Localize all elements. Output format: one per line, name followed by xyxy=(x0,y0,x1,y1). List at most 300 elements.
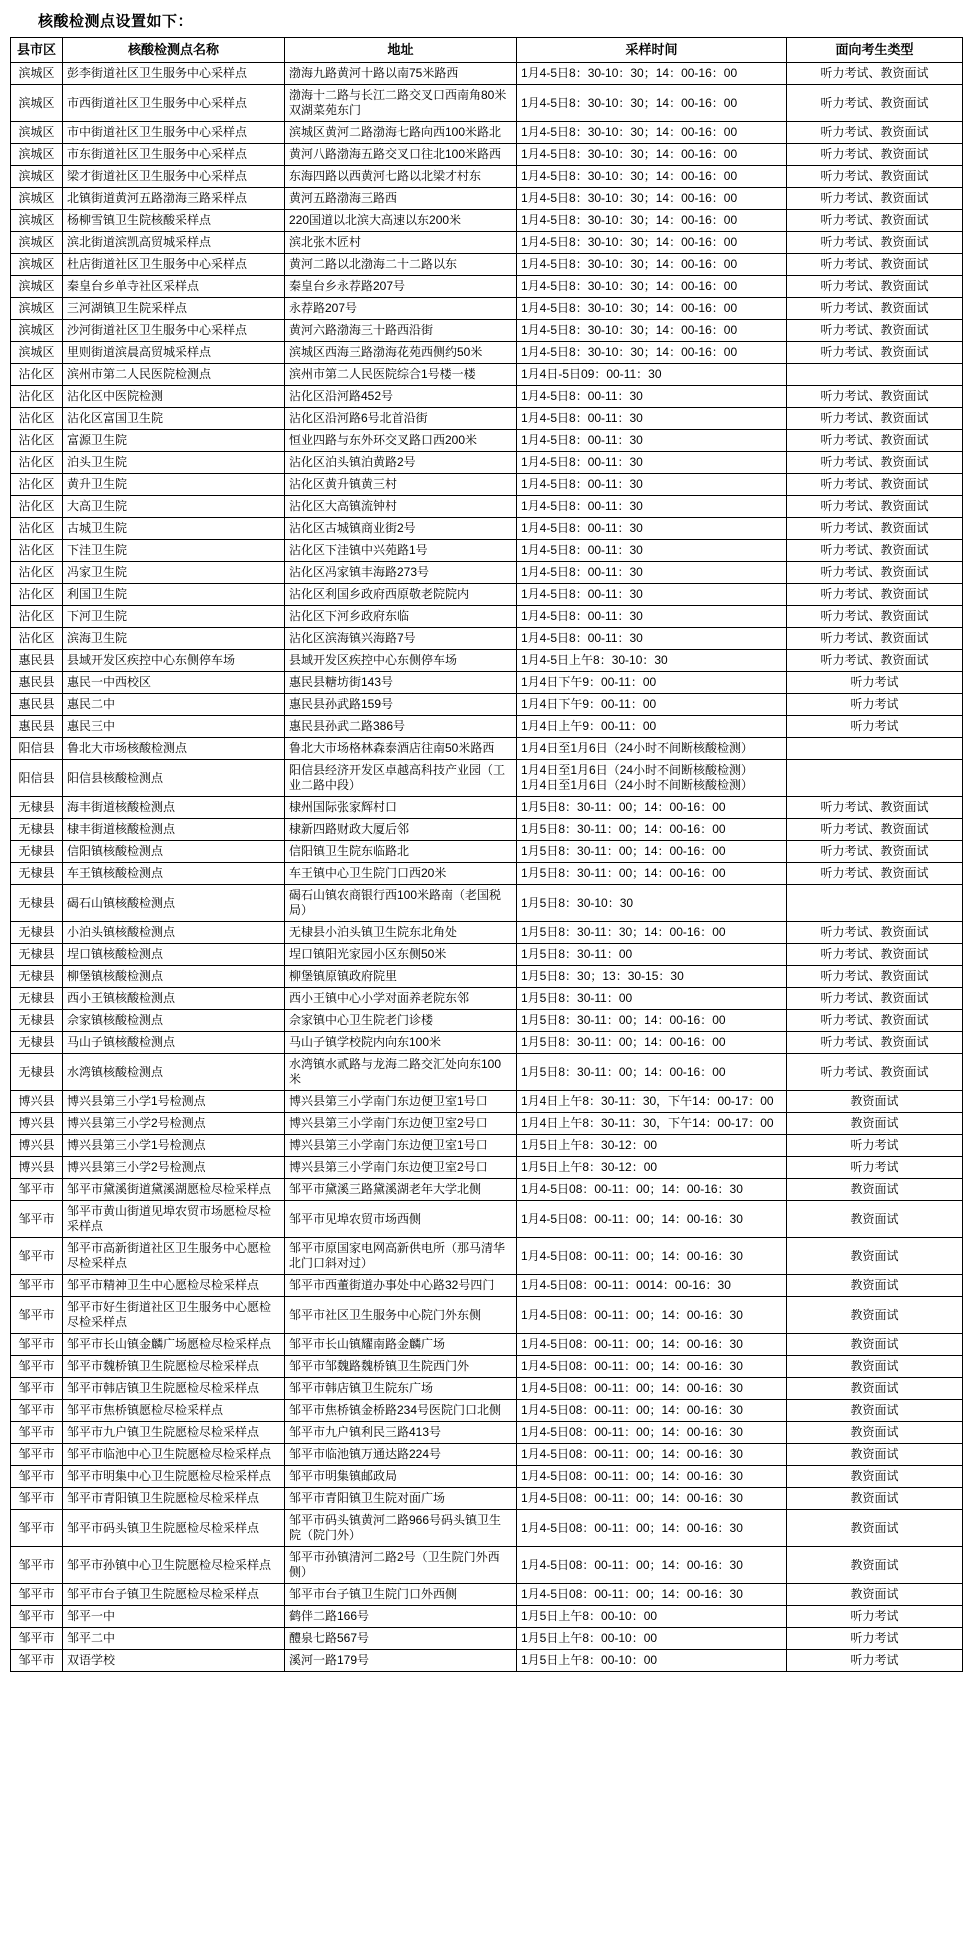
cell-address: 溪河一路179号 xyxy=(285,1650,517,1672)
cell-sampling-time: 1月4-5日上午8：30-10：30 xyxy=(517,650,787,672)
cell-sampling-time: 1月4-5日8：30-10：30；14：00-16：00 xyxy=(517,232,787,254)
table-row xyxy=(11,819,963,841)
table-row xyxy=(11,1650,963,1672)
cell-district: 惠民县 xyxy=(11,694,63,716)
table-row xyxy=(11,716,963,738)
table-row xyxy=(11,944,963,966)
cell-candidate-type: 教资面试 xyxy=(787,1510,963,1547)
cell-candidate-type: 听力考试 xyxy=(787,716,963,738)
cell-site-name: 沙河街道社区卫生服务中心采样点 xyxy=(63,320,285,342)
table-row xyxy=(11,922,963,944)
table-row xyxy=(11,1466,963,1488)
cell-sampling-time: 1月4-5日08：00-11：00；14：00-16：30 xyxy=(517,1238,787,1275)
cell-site-name: 下河卫生院 xyxy=(63,606,285,628)
table-row xyxy=(11,562,963,584)
cell-district: 博兴县 xyxy=(11,1113,63,1135)
cell-sampling-time: 1月4-5日8：00-11：30 xyxy=(517,584,787,606)
cell-address: 滨城区黄河二路渤海七路向西100米路北 xyxy=(285,122,517,144)
cell-site-name: 滨海卫生院 xyxy=(63,628,285,650)
cell-address: 马山子镇学校院内向东100米 xyxy=(285,1032,517,1054)
cell-site-name: 市中街道社区卫生服务中心采样点 xyxy=(63,122,285,144)
cell-district: 邹平市 xyxy=(11,1547,63,1584)
cell-district: 滨城区 xyxy=(11,188,63,210)
cell-address: 滨州市第二人民医院综合1号楼一楼 xyxy=(285,364,517,386)
cell-address: 黄河五路渤海三路西 xyxy=(285,188,517,210)
table-row xyxy=(11,628,963,650)
cell-site-name: 邹平市高新街道社区卫生服务中心愿检尽检采样点 xyxy=(63,1238,285,1275)
cell-site-name: 博兴县第三小学2号检测点 xyxy=(63,1113,285,1135)
table-row xyxy=(11,320,963,342)
cell-sampling-time: 1月4日上午9：00-11：00 xyxy=(517,716,787,738)
cell-district: 沾化区 xyxy=(11,562,63,584)
cell-address: 邹平市长山镇耀南路金麟广场 xyxy=(285,1334,517,1356)
column-header-district: 县市区 xyxy=(11,38,63,63)
cell-candidate-type: 听力考试、教资面试 xyxy=(787,562,963,584)
cell-site-name: 邹平市黄山街道见埠农贸市场愿检尽检采样点 xyxy=(63,1201,285,1238)
cell-site-name: 海丰街道核酸检测点 xyxy=(63,797,285,819)
cell-sampling-time: 1月4-5日8：30-10：30；14：00-16：00 xyxy=(517,144,787,166)
cell-sampling-time: 1月5日8：30-11：30；14：00-16：00 xyxy=(517,922,787,944)
cell-address: 博兴县第三小学南门东边便卫室1号口 xyxy=(285,1135,517,1157)
cell-district: 邹平市 xyxy=(11,1378,63,1400)
cell-district: 沾化区 xyxy=(11,628,63,650)
cell-district: 惠民县 xyxy=(11,672,63,694)
cell-district: 滨城区 xyxy=(11,232,63,254)
cell-candidate-type: 听力考试、教资面试 xyxy=(787,144,963,166)
table-row xyxy=(11,1091,963,1113)
cell-address: 信阳镇卫生院东临路北 xyxy=(285,841,517,863)
cell-site-name: 滨北街道滨凯高贸城采样点 xyxy=(63,232,285,254)
cell-sampling-time: 1月5日8：30；13：30-15：30 xyxy=(517,966,787,988)
cell-district: 沾化区 xyxy=(11,452,63,474)
cell-site-name: 埕口镇核酸检测点 xyxy=(63,944,285,966)
cell-address: 棣州国际张家辉村口 xyxy=(285,797,517,819)
cell-candidate-type: 教资面试 xyxy=(787,1297,963,1334)
table-row xyxy=(11,1488,963,1510)
cell-site-name: 车王镇核酸检测点 xyxy=(63,863,285,885)
table-row xyxy=(11,606,963,628)
cell-address: 邹平市韩店镇卫生院东广场 xyxy=(285,1378,517,1400)
cell-district: 沾化区 xyxy=(11,606,63,628)
cell-site-name: 邹平市韩店镇卫生院愿检尽检采样点 xyxy=(63,1378,285,1400)
cell-district: 邹平市 xyxy=(11,1444,63,1466)
cell-address: 车王镇中心卫生院门口西20米 xyxy=(285,863,517,885)
cell-district: 邹平市 xyxy=(11,1466,63,1488)
cell-candidate-type: 教资面试 xyxy=(787,1400,963,1422)
cell-site-name: 双语学校 xyxy=(63,1650,285,1672)
table-row xyxy=(11,474,963,496)
cell-site-name: 棣丰街道核酸检测点 xyxy=(63,819,285,841)
cell-site-name: 沾化区富国卫生院 xyxy=(63,408,285,430)
cell-district: 滨城区 xyxy=(11,254,63,276)
cell-site-name: 市西街道社区卫生服务中心采样点 xyxy=(63,85,285,122)
table-row xyxy=(11,1628,963,1650)
cell-district: 无棣县 xyxy=(11,988,63,1010)
cell-sampling-time: 1月4-5日8：30-10：30；14：00-16：00 xyxy=(517,298,787,320)
cell-sampling-time: 1月4-5日8：00-11：30 xyxy=(517,452,787,474)
table-row xyxy=(11,1356,963,1378)
cell-district: 博兴县 xyxy=(11,1157,63,1179)
cell-site-name: 彭李街道社区卫生服务中心采样点 xyxy=(63,63,285,85)
table-row xyxy=(11,298,963,320)
table-row xyxy=(11,1378,963,1400)
cell-district: 邹平市 xyxy=(11,1334,63,1356)
cell-district: 滨城区 xyxy=(11,276,63,298)
cell-candidate-type: 听力考试、教资面试 xyxy=(787,320,963,342)
cell-district: 邹平市 xyxy=(11,1400,63,1422)
cell-district: 无棣县 xyxy=(11,885,63,922)
cell-site-name: 邹平二中 xyxy=(63,1628,285,1650)
cell-address: 邹平市孙镇清河二路2号（卫生院门外西侧） xyxy=(285,1547,517,1584)
cell-address: 邹平市西董街道办事处中心路32号四门 xyxy=(285,1275,517,1297)
cell-address: 邹平市青阳镇卫生院对面广场 xyxy=(285,1488,517,1510)
cell-site-name: 县域开发区疾控中心东侧停车场 xyxy=(63,650,285,672)
cell-district: 邹平市 xyxy=(11,1201,63,1238)
table-row xyxy=(11,863,963,885)
table-row xyxy=(11,1275,963,1297)
cell-address: 惠民县孙武二路386号 xyxy=(285,716,517,738)
cell-address: 220国道以北滨大高速以东200米 xyxy=(285,210,517,232)
cell-site-name: 鲁北大市场核酸检测点 xyxy=(63,738,285,760)
cell-site-name: 滨州市第二人民医院检测点 xyxy=(63,364,285,386)
table-row xyxy=(11,452,963,474)
cell-sampling-time: 1月4日下午9：00-11：00 xyxy=(517,694,787,716)
cell-sampling-time: 1月5日上午8：00-10：00 xyxy=(517,1628,787,1650)
cell-sampling-time: 1月4日上午8：30-11：30，下午14：00-17：00 xyxy=(517,1113,787,1135)
cell-sampling-time: 1月5日8：30-11：00；14：00-16：00 xyxy=(517,1054,787,1091)
cell-address: 渤海十二路与长江二路交叉口西南角80米双湖菜苑东门 xyxy=(285,85,517,122)
cell-candidate-type: 听力考试、教资面试 xyxy=(787,276,963,298)
cell-candidate-type: 教资面试 xyxy=(787,1584,963,1606)
cell-sampling-time: 1月4日下午9：00-11：00 xyxy=(517,672,787,694)
cell-address: 邹平市码头镇黄河二路966号码头镇卫生院（院门外） xyxy=(285,1510,517,1547)
cell-sampling-time: 1月4-5日8：00-11：30 xyxy=(517,496,787,518)
table-row xyxy=(11,1606,963,1628)
cell-site-name: 杜店街道社区卫生服务中心采样点 xyxy=(63,254,285,276)
cell-candidate-type: 听力考试、教资面试 xyxy=(787,122,963,144)
table-row xyxy=(11,540,963,562)
cell-candidate-type: 听力考试、教资面试 xyxy=(787,841,963,863)
cell-address: 滨城区西海三路渤海花苑西侧约50米 xyxy=(285,342,517,364)
cell-site-name: 博兴县第三小学1号检测点 xyxy=(63,1091,285,1113)
table-row xyxy=(11,144,963,166)
cell-address: 邹平市焦桥镇金桥路234号医院门口北侧 xyxy=(285,1400,517,1422)
table-row xyxy=(11,408,963,430)
cell-site-name: 惠民三中 xyxy=(63,716,285,738)
cell-site-name: 杨柳雪镇卫生院核酸采样点 xyxy=(63,210,285,232)
cell-address: 黄河二路以北渤海二十二路以东 xyxy=(285,254,517,276)
cell-sampling-time: 1月5日8：30-11：00；14：00-16：00 xyxy=(517,1010,787,1032)
cell-district: 沾化区 xyxy=(11,430,63,452)
table-row xyxy=(11,672,963,694)
cell-candidate-type: 听力考试 xyxy=(787,694,963,716)
cell-district: 无棣县 xyxy=(11,841,63,863)
cell-candidate-type: 听力考试、教资面试 xyxy=(787,1054,963,1091)
table-row xyxy=(11,254,963,276)
cell-sampling-time: 1月5日上午8：30-12：00 xyxy=(517,1135,787,1157)
cell-district: 阳信县 xyxy=(11,738,63,760)
cell-address: 邹平市社区卫生服务中心院门外东侧 xyxy=(285,1297,517,1334)
cell-district: 无棣县 xyxy=(11,944,63,966)
table-row xyxy=(11,760,963,797)
cell-address: 黄河八路渤海五路交叉口往北100米路西 xyxy=(285,144,517,166)
cell-sampling-time: 1月4-5日08：00-11：00；14：00-16：30 xyxy=(517,1179,787,1201)
table-body xyxy=(11,63,963,1672)
table-row xyxy=(11,518,963,540)
cell-sampling-time: 1月4-5日8：30-10：30；14：00-16：00 xyxy=(517,254,787,276)
cell-candidate-type: 听力考试、教资面试 xyxy=(787,496,963,518)
cell-district: 邹平市 xyxy=(11,1238,63,1275)
cell-candidate-type: 教资面试 xyxy=(787,1466,963,1488)
cell-sampling-time: 1月4-5日08：00-11：00；14：00-16：30 xyxy=(517,1444,787,1466)
cell-address: 西小王镇中心小学对面养老院东邻 xyxy=(285,988,517,1010)
cell-address: 邹平市明集镇邮政局 xyxy=(285,1466,517,1488)
cell-sampling-time: 1月4日至1月6日（24小时不间断核酸检测） 1月4日至1月6日（24小时不间断核酸检测） xyxy=(517,760,787,797)
cell-sampling-time: 1月4-5日8：30-10：30；14：00-16：00 xyxy=(517,166,787,188)
table-row xyxy=(11,276,963,298)
table-header xyxy=(11,38,963,63)
cell-site-name: 惠民二中 xyxy=(63,694,285,716)
cell-address: 沾化区大高镇流钟村 xyxy=(285,496,517,518)
cell-district: 博兴县 xyxy=(11,1091,63,1113)
cell-district: 无棣县 xyxy=(11,819,63,841)
table-row xyxy=(11,166,963,188)
cell-sampling-time: 1月4-5日08：00-11：00；14：00-16：30 xyxy=(517,1584,787,1606)
cell-address: 黄河六路渤海三十路西沿街 xyxy=(285,320,517,342)
cell-sampling-time: 1月5日上午8：30-12：00 xyxy=(517,1157,787,1179)
cell-district: 沾化区 xyxy=(11,584,63,606)
cell-district: 滨城区 xyxy=(11,166,63,188)
cell-sampling-time: 1月5日8：30-11：00；14：00-16：00 xyxy=(517,1032,787,1054)
cell-site-name: 邹平市明集中心卫生院愿检尽检采样点 xyxy=(63,1466,285,1488)
cell-district: 邹平市 xyxy=(11,1628,63,1650)
cell-district: 沾化区 xyxy=(11,386,63,408)
cell-site-name: 邹平市台子镇卫生院愿检尽检采样点 xyxy=(63,1584,285,1606)
cell-candidate-type: 教资面试 xyxy=(787,1547,963,1584)
cell-sampling-time: 1月4-5日8：00-11：30 xyxy=(517,518,787,540)
cell-sampling-time: 1月4-5日8：00-11：30 xyxy=(517,562,787,584)
cell-address: 东海四路以西黄河七路以北梁才村东 xyxy=(285,166,517,188)
cell-sampling-time: 1月4-5日08：00-11：00；14：00-16：30 xyxy=(517,1356,787,1378)
cell-sampling-time: 1月4-5日08：00-11：00；14：00-16：30 xyxy=(517,1201,787,1238)
cell-address: 鲁北大市场格林森泰酒店往南50米路西 xyxy=(285,738,517,760)
cell-district: 沾化区 xyxy=(11,496,63,518)
cell-candidate-type: 听力考试、教资面试 xyxy=(787,584,963,606)
cell-district: 无棣县 xyxy=(11,797,63,819)
cell-sampling-time: 1月4-5日8：30-10：30；14：00-16：00 xyxy=(517,342,787,364)
table-row xyxy=(11,342,963,364)
cell-address: 邹平市邹魏路魏桥镇卫生院西门外 xyxy=(285,1356,517,1378)
cell-candidate-type: 听力考试、教资面试 xyxy=(787,518,963,540)
cell-candidate-type: 听力考试、教资面试 xyxy=(787,1010,963,1032)
column-header-candidate-type: 面向考生类型 xyxy=(787,38,963,63)
cell-sampling-time: 1月4-5日08：00-11：00；14：00-16：30 xyxy=(517,1510,787,1547)
cell-sampling-time: 1月4日上午8：30-11：30，下午14：00-17：00 xyxy=(517,1091,787,1113)
cell-candidate-type: 听力考试、教资面试 xyxy=(787,650,963,672)
cell-candidate-type: 听力考试、教资面试 xyxy=(787,452,963,474)
cell-site-name: 惠民一中西校区 xyxy=(63,672,285,694)
cell-address: 恒业四路与东外环交叉路口西200米 xyxy=(285,430,517,452)
cell-candidate-type xyxy=(787,885,963,922)
cell-sampling-time: 1月5日上午8：00-10：00 xyxy=(517,1650,787,1672)
table-row xyxy=(11,1179,963,1201)
cell-candidate-type: 听力考试、教资面试 xyxy=(787,342,963,364)
cell-candidate-type: 教资面试 xyxy=(787,1179,963,1201)
cell-district: 邹平市 xyxy=(11,1275,63,1297)
cell-district: 无棣县 xyxy=(11,1010,63,1032)
cell-address: 鹤伴二路166号 xyxy=(285,1606,517,1628)
cell-sampling-time: 1月4-5日8：00-11：30 xyxy=(517,386,787,408)
cell-sampling-time: 1月5日8：30-11：00；14：00-16：00 xyxy=(517,863,787,885)
cell-candidate-type: 听力考试、教资面试 xyxy=(787,85,963,122)
table-row xyxy=(11,1238,963,1275)
cell-district: 邹平市 xyxy=(11,1422,63,1444)
cell-address: 博兴县第三小学南门东边便卫室2号口 xyxy=(285,1113,517,1135)
cell-site-name: 邹平市码头镇卫生院愿检尽检采样点 xyxy=(63,1510,285,1547)
table-row xyxy=(11,1422,963,1444)
cell-site-name: 邹平市长山镇金麟广场愿检尽检采样点 xyxy=(63,1334,285,1356)
cell-address: 沾化区利国乡政府西原敬老院院内 xyxy=(285,584,517,606)
cell-address: 博兴县第三小学南门东边便卫室2号口 xyxy=(285,1157,517,1179)
cell-district: 滨城区 xyxy=(11,298,63,320)
cell-district: 沾化区 xyxy=(11,518,63,540)
table-row xyxy=(11,797,963,819)
cell-district: 博兴县 xyxy=(11,1135,63,1157)
cell-district: 沾化区 xyxy=(11,540,63,562)
cell-candidate-type: 听力考试 xyxy=(787,672,963,694)
table-row xyxy=(11,1444,963,1466)
table-row xyxy=(11,988,963,1010)
cell-address: 佘家镇中心卫生院老门诊楼 xyxy=(285,1010,517,1032)
cell-site-name: 邹平市好生街道社区卫生服务中心愿检尽检采样点 xyxy=(63,1297,285,1334)
table-row xyxy=(11,650,963,672)
cell-district: 邹平市 xyxy=(11,1356,63,1378)
cell-site-name: 邹平市孙镇中心卫生院愿检尽检采样点 xyxy=(63,1547,285,1584)
cell-district: 邹平市 xyxy=(11,1650,63,1672)
cell-site-name: 邹平一中 xyxy=(63,1606,285,1628)
cell-site-name: 秦皇台乡单寺社区采样点 xyxy=(63,276,285,298)
cell-site-name: 邹平市魏桥镇卫生院愿检尽检采样点 xyxy=(63,1356,285,1378)
table-row xyxy=(11,364,963,386)
cell-sampling-time: 1月5日8：30-11：00；14：00-16：00 xyxy=(517,841,787,863)
cell-sampling-time: 1月4-5日8：00-11：30 xyxy=(517,628,787,650)
cell-sampling-time: 1月4-5日08：00-11：00；14：00-16：30 xyxy=(517,1400,787,1422)
cell-site-name: 冯家卫生院 xyxy=(63,562,285,584)
cell-sampling-time: 1月4日至1月6日（24小时不间断核酸检测） xyxy=(517,738,787,760)
cell-district: 邹平市 xyxy=(11,1510,63,1547)
table-row xyxy=(11,841,963,863)
table-row xyxy=(11,386,963,408)
cell-sampling-time: 1月4-5日8：00-11：30 xyxy=(517,540,787,562)
cell-site-name: 西小王镇核酸检测点 xyxy=(63,988,285,1010)
cell-site-name: 邹平市临池中心卫生院愿检尽检采样点 xyxy=(63,1444,285,1466)
cell-address: 无棣县小泊头镇卫生院东北角处 xyxy=(285,922,517,944)
cell-sampling-time: 1月4-5日8：30-10：30；14：00-16：00 xyxy=(517,276,787,298)
cell-address: 惠民县糖坊街143号 xyxy=(285,672,517,694)
cell-address: 碣石山镇农商银行西100米路南（老国税局） xyxy=(285,885,517,922)
cell-site-name: 博兴县第三小学2号检测点 xyxy=(63,1157,285,1179)
cell-sampling-time: 1月4日-5日09：00-11：30 xyxy=(517,364,787,386)
table-row xyxy=(11,584,963,606)
cell-sampling-time: 1月5日8：30-11：00 xyxy=(517,988,787,1010)
cell-candidate-type: 听力考试、教资面试 xyxy=(787,628,963,650)
cell-sampling-time: 1月4-5日08：00-11：00；14：00-16：30 xyxy=(517,1466,787,1488)
table-row xyxy=(11,738,963,760)
cell-address: 沾化区黄升镇黄三村 xyxy=(285,474,517,496)
cell-site-name: 邹平市精神卫生中心愿检尽检采样点 xyxy=(63,1275,285,1297)
cell-site-name: 信阳镇核酸检测点 xyxy=(63,841,285,863)
cell-district: 滨城区 xyxy=(11,144,63,166)
cell-address: 沾化区滨海镇兴海路7号 xyxy=(285,628,517,650)
cell-site-name: 梁才街道社区卫生服务中心采样点 xyxy=(63,166,285,188)
cell-candidate-type: 听力考试、教资面试 xyxy=(787,408,963,430)
cell-address: 沾化区冯家镇丰海路273号 xyxy=(285,562,517,584)
cell-address: 阳信县经济开发区卓越高科技产业园（工业二路中段） xyxy=(285,760,517,797)
cell-site-name: 马山子镇核酸检测点 xyxy=(63,1032,285,1054)
testing-sites-table xyxy=(10,37,963,1672)
cell-address: 县域开发区疾控中心东侧停车场 xyxy=(285,650,517,672)
cell-site-name: 邹平市九户镇卫生院愿检尽检采样点 xyxy=(63,1422,285,1444)
cell-candidate-type: 教资面试 xyxy=(787,1334,963,1356)
cell-candidate-type: 听力考试、教资面试 xyxy=(787,430,963,452)
table-header-row xyxy=(11,38,963,63)
column-header-address: 地址 xyxy=(285,38,517,63)
table-row xyxy=(11,1054,963,1091)
cell-sampling-time: 1月4-5日8：30-10：30；14：00-16：00 xyxy=(517,63,787,85)
cell-site-name: 北镇街道黄河五路渤海三路采样点 xyxy=(63,188,285,210)
cell-district: 邹平市 xyxy=(11,1584,63,1606)
cell-sampling-time: 1月4-5日8：30-10：30；14：00-16：00 xyxy=(517,85,787,122)
cell-address: 邹平市黛溪三路黛溪湖老年大学北侧 xyxy=(285,1179,517,1201)
cell-candidate-type: 听力考试、教资面试 xyxy=(787,863,963,885)
cell-district: 惠民县 xyxy=(11,650,63,672)
cell-sampling-time: 1月4-5日08：00-11：00；14：00-16：30 xyxy=(517,1334,787,1356)
cell-site-name: 三河湖镇卫生院采样点 xyxy=(63,298,285,320)
cell-district: 滨城区 xyxy=(11,85,63,122)
table-row xyxy=(11,122,963,144)
cell-sampling-time: 1月4-5日8：30-10：30；14：00-16：00 xyxy=(517,320,787,342)
cell-sampling-time: 1月4-5日8：00-11：30 xyxy=(517,430,787,452)
cell-candidate-type: 教资面试 xyxy=(787,1356,963,1378)
cell-sampling-time: 1月5日8：30-11：00；14：00-16：00 xyxy=(517,797,787,819)
cell-candidate-type: 听力考试、教资面试 xyxy=(787,540,963,562)
cell-site-name: 黄升卫生院 xyxy=(63,474,285,496)
cell-address: 邹平市台子镇卫生院门口外西侧 xyxy=(285,1584,517,1606)
cell-candidate-type: 教资面试 xyxy=(787,1238,963,1275)
cell-sampling-time: 1月4-5日08：00-11：00；14：00-16：30 xyxy=(517,1488,787,1510)
cell-district: 邹平市 xyxy=(11,1606,63,1628)
cell-address: 邹平市九户镇利民三路413号 xyxy=(285,1422,517,1444)
cell-candidate-type: 听力考试、教资面试 xyxy=(787,988,963,1010)
cell-candidate-type: 听力考试、教资面试 xyxy=(787,232,963,254)
cell-district: 无棣县 xyxy=(11,922,63,944)
cell-candidate-type: 听力考试、教资面试 xyxy=(787,474,963,496)
table-row xyxy=(11,1135,963,1157)
cell-address: 邹平市临池镇万通达路224号 xyxy=(285,1444,517,1466)
cell-candidate-type: 听力考试 xyxy=(787,1606,963,1628)
cell-district: 沾化区 xyxy=(11,474,63,496)
cell-sampling-time: 1月4-5日08：00-11：00；14：00-16：30 xyxy=(517,1378,787,1400)
table-row xyxy=(11,210,963,232)
cell-address: 邹平市见埠农贸市场西侧 xyxy=(285,1201,517,1238)
cell-sampling-time: 1月5日上午8：00-10：00 xyxy=(517,1606,787,1628)
cell-candidate-type: 听力考试、教资面试 xyxy=(787,922,963,944)
column-header-site-name: 核酸检测点名称 xyxy=(63,38,285,63)
cell-site-name: 市东街道社区卫生服务中心采样点 xyxy=(63,144,285,166)
cell-address: 秦皇台乡永荐路207号 xyxy=(285,276,517,298)
cell-candidate-type: 听力考试、教资面试 xyxy=(787,298,963,320)
cell-site-name: 邹平市焦桥镇愿检尽检采样点 xyxy=(63,1400,285,1422)
